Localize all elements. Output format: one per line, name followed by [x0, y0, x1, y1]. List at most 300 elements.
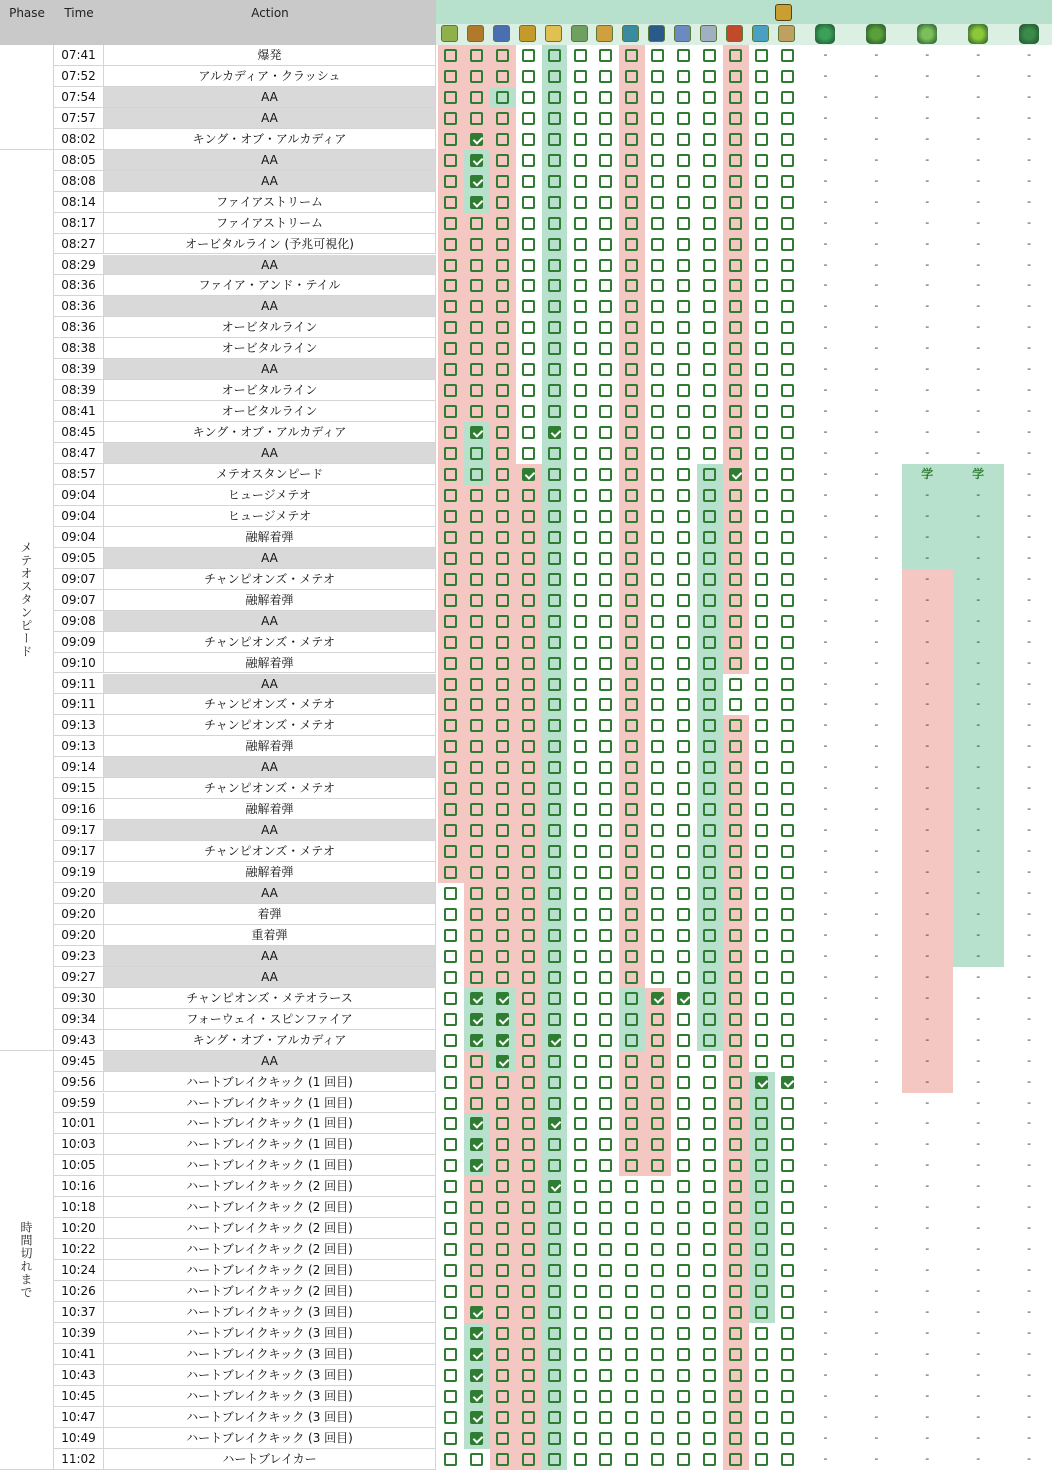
checkbox[interactable]: [677, 1097, 690, 1110]
checkbox[interactable]: [625, 363, 638, 376]
checkbox[interactable]: [496, 971, 509, 984]
checkbox[interactable]: [444, 615, 457, 628]
checkbox[interactable]: [677, 70, 690, 83]
checkbox[interactable]: [729, 950, 742, 963]
checkbox[interactable]: [755, 510, 768, 523]
checkbox[interactable]: [677, 1138, 690, 1151]
checkbox[interactable]: [625, 678, 638, 691]
checkbox[interactable]: [522, 1243, 535, 1256]
checkbox[interactable]: [677, 719, 690, 732]
checkbox[interactable]: [677, 1117, 690, 1130]
checkbox[interactable]: [651, 866, 664, 879]
checkbox[interactable]: [729, 1348, 742, 1361]
checkbox[interactable]: [574, 740, 587, 753]
checkbox[interactable]: [703, 1201, 716, 1214]
checkbox[interactable]: [781, 866, 794, 879]
checkbox[interactable]: [651, 91, 664, 104]
checkbox[interactable]: [548, 678, 561, 691]
checkbox[interactable]: [703, 1327, 716, 1340]
checkbox[interactable]: [729, 112, 742, 125]
checkbox[interactable]: [625, 1117, 638, 1130]
checkbox[interactable]: [470, 845, 483, 858]
checkbox[interactable]: [651, 1180, 664, 1193]
checkbox[interactable]: [703, 1097, 716, 1110]
checkbox[interactable]: [755, 1117, 768, 1130]
checkbox[interactable]: [651, 845, 664, 858]
checkbox[interactable]: [677, 950, 690, 963]
checkbox[interactable]: [574, 1369, 587, 1382]
checkbox[interactable]: [574, 384, 587, 397]
checkbox[interactable]: [599, 929, 612, 942]
checkbox[interactable]: [703, 1180, 716, 1193]
checkbox[interactable]: [470, 657, 483, 670]
checkbox[interactable]: [599, 133, 612, 146]
checkbox[interactable]: [599, 49, 612, 62]
checkbox[interactable]: [548, 468, 561, 481]
checkbox[interactable]: [677, 1390, 690, 1403]
checkbox[interactable]: [625, 1306, 638, 1319]
checkbox[interactable]: [703, 1034, 716, 1047]
checkbox[interactable]: [574, 1222, 587, 1235]
checkbox[interactable]: [703, 1243, 716, 1256]
checkbox[interactable]: [781, 49, 794, 62]
checkbox[interactable]: [574, 594, 587, 607]
checkbox[interactable]: [599, 1117, 612, 1130]
checkbox[interactable]: [470, 740, 483, 753]
checkbox[interactable]: [677, 594, 690, 607]
checkbox[interactable]: [729, 1369, 742, 1382]
checkbox[interactable]: [548, 1013, 561, 1026]
checkbox[interactable]: [625, 1453, 638, 1466]
checkbox[interactable]: [781, 950, 794, 963]
checkbox[interactable]: [574, 300, 587, 313]
checkbox[interactable]: [755, 447, 768, 460]
checkbox[interactable]: [703, 740, 716, 753]
checkbox[interactable]: [729, 636, 742, 649]
checkbox[interactable]: [522, 1264, 535, 1277]
checkbox[interactable]: [574, 531, 587, 544]
checkbox[interactable]: [496, 887, 509, 900]
checkbox[interactable]: [522, 1138, 535, 1151]
checkbox[interactable]: [444, 112, 457, 125]
checkbox[interactable]: [470, 1453, 483, 1466]
checkbox[interactable]: [444, 279, 457, 292]
checkbox[interactable]: [729, 217, 742, 230]
checked-checkbox[interactable]: [470, 154, 483, 167]
checkbox[interactable]: [729, 1411, 742, 1424]
checkbox[interactable]: [625, 636, 638, 649]
checkbox[interactable]: [651, 971, 664, 984]
checkbox[interactable]: [781, 510, 794, 523]
checkbox[interactable]: [574, 91, 587, 104]
checkbox[interactable]: [729, 1306, 742, 1319]
checkbox[interactable]: [729, 1432, 742, 1445]
checkbox[interactable]: [522, 1180, 535, 1193]
checkbox[interactable]: [729, 971, 742, 984]
checkbox[interactable]: [729, 740, 742, 753]
checkbox[interactable]: [755, 342, 768, 355]
checkbox[interactable]: [444, 824, 457, 837]
checkbox[interactable]: [703, 929, 716, 942]
checkbox[interactable]: [522, 678, 535, 691]
checkbox[interactable]: [755, 594, 768, 607]
checkbox[interactable]: [651, 531, 664, 544]
checkbox[interactable]: [444, 468, 457, 481]
checkbox[interactable]: [548, 573, 561, 586]
checkbox[interactable]: [444, 1390, 457, 1403]
checkbox[interactable]: [574, 426, 587, 439]
checkbox[interactable]: [651, 363, 664, 376]
checkbox[interactable]: [625, 1222, 638, 1235]
checkbox[interactable]: [625, 803, 638, 816]
checkbox[interactable]: [755, 552, 768, 565]
checkbox[interactable]: [729, 175, 742, 188]
checkbox[interactable]: [548, 1138, 561, 1151]
checkbox[interactable]: [496, 217, 509, 230]
checkbox[interactable]: [444, 300, 457, 313]
checkbox[interactable]: [522, 531, 535, 544]
checkbox[interactable]: [574, 510, 587, 523]
checkbox[interactable]: [522, 489, 535, 502]
checkbox[interactable]: [781, 196, 794, 209]
checkbox[interactable]: [625, 1327, 638, 1340]
checkbox[interactable]: [444, 91, 457, 104]
checkbox[interactable]: [574, 342, 587, 355]
checkbox[interactable]: [677, 887, 690, 900]
checkbox[interactable]: [651, 1055, 664, 1068]
checkbox[interactable]: [651, 196, 664, 209]
checkbox[interactable]: [703, 657, 716, 670]
checkbox[interactable]: [703, 761, 716, 774]
checkbox[interactable]: [781, 447, 794, 460]
checkbox[interactable]: [522, 573, 535, 586]
checkbox[interactable]: [444, 719, 457, 732]
checkbox[interactable]: [574, 1243, 587, 1256]
checkbox[interactable]: [496, 300, 509, 313]
checkbox[interactable]: [522, 950, 535, 963]
checkbox[interactable]: [470, 552, 483, 565]
checkbox[interactable]: [755, 824, 768, 837]
checked-checkbox[interactable]: [470, 1034, 483, 1047]
checkbox[interactable]: [625, 845, 638, 858]
checkbox[interactable]: [625, 950, 638, 963]
checkbox[interactable]: [599, 154, 612, 167]
checkbox[interactable]: [496, 929, 509, 942]
checkbox[interactable]: [496, 1306, 509, 1319]
checkbox[interactable]: [444, 698, 457, 711]
checkbox[interactable]: [574, 468, 587, 481]
checkbox[interactable]: [522, 1055, 535, 1068]
checkbox[interactable]: [781, 1306, 794, 1319]
checkbox[interactable]: [755, 217, 768, 230]
checkbox[interactable]: [781, 468, 794, 481]
checkbox[interactable]: [677, 1453, 690, 1466]
checkbox[interactable]: [599, 573, 612, 586]
checkbox[interactable]: [444, 321, 457, 334]
checkbox[interactable]: [444, 552, 457, 565]
checkbox[interactable]: [496, 698, 509, 711]
checkbox[interactable]: [496, 1076, 509, 1089]
checkbox[interactable]: [781, 1243, 794, 1256]
checkbox[interactable]: [651, 1013, 664, 1026]
checkbox[interactable]: [574, 154, 587, 167]
checkbox[interactable]: [522, 866, 535, 879]
checkbox[interactable]: [599, 845, 612, 858]
checkbox[interactable]: [522, 279, 535, 292]
checkbox[interactable]: [651, 1222, 664, 1235]
checkbox[interactable]: [651, 929, 664, 942]
checkbox[interactable]: [781, 70, 794, 83]
checkbox[interactable]: [574, 719, 587, 732]
checkbox[interactable]: [599, 238, 612, 251]
checkbox[interactable]: [548, 112, 561, 125]
checkbox[interactable]: [599, 1222, 612, 1235]
checkbox[interactable]: [522, 636, 535, 649]
checkbox[interactable]: [548, 552, 561, 565]
checkbox[interactable]: [599, 175, 612, 188]
checkbox[interactable]: [625, 468, 638, 481]
checkbox[interactable]: [677, 279, 690, 292]
checkbox[interactable]: [781, 887, 794, 900]
checkbox[interactable]: [522, 1097, 535, 1110]
checkbox[interactable]: [599, 447, 612, 460]
checked-checkbox[interactable]: [470, 1390, 483, 1403]
checkbox[interactable]: [677, 300, 690, 313]
checkbox[interactable]: [651, 175, 664, 188]
checkbox[interactable]: [729, 887, 742, 900]
checkbox[interactable]: [677, 866, 690, 879]
checkbox[interactable]: [677, 971, 690, 984]
checkbox[interactable]: [651, 761, 664, 774]
checkbox[interactable]: [651, 384, 664, 397]
checkbox[interactable]: [755, 887, 768, 900]
checkbox[interactable]: [470, 112, 483, 125]
checkbox[interactable]: [574, 1076, 587, 1089]
checkbox[interactable]: [729, 1285, 742, 1298]
checkbox[interactable]: [470, 719, 483, 732]
checkbox[interactable]: [599, 1432, 612, 1445]
checkbox[interactable]: [470, 238, 483, 251]
checkbox[interactable]: [625, 70, 638, 83]
checkbox[interactable]: [755, 657, 768, 670]
checkbox[interactable]: [444, 342, 457, 355]
checkbox[interactable]: [522, 1222, 535, 1235]
checkbox[interactable]: [625, 1432, 638, 1445]
checkbox[interactable]: [599, 950, 612, 963]
checkbox[interactable]: [496, 1432, 509, 1445]
checkbox[interactable]: [729, 657, 742, 670]
checkbox[interactable]: [548, 1055, 561, 1068]
checkbox[interactable]: [677, 363, 690, 376]
checkbox[interactable]: [599, 782, 612, 795]
checkbox[interactable]: [781, 971, 794, 984]
checkbox[interactable]: [651, 698, 664, 711]
checkbox[interactable]: [651, 1076, 664, 1089]
checkbox[interactable]: [755, 615, 768, 628]
checked-checkbox[interactable]: [470, 1013, 483, 1026]
checkbox[interactable]: [548, 1306, 561, 1319]
checkbox[interactable]: [496, 740, 509, 753]
checkbox[interactable]: [703, 70, 716, 83]
checkbox[interactable]: [677, 238, 690, 251]
checkbox[interactable]: [444, 992, 457, 1005]
checkbox[interactable]: [625, 342, 638, 355]
checkbox[interactable]: [574, 950, 587, 963]
checkbox[interactable]: [522, 824, 535, 837]
checkbox[interactable]: [574, 971, 587, 984]
checkbox[interactable]: [574, 573, 587, 586]
checkbox[interactable]: [548, 447, 561, 460]
checkbox[interactable]: [755, 1306, 768, 1319]
checkbox[interactable]: [548, 782, 561, 795]
checkbox[interactable]: [755, 489, 768, 502]
checkbox[interactable]: [444, 1348, 457, 1361]
checkbox[interactable]: [496, 1159, 509, 1172]
checkbox[interactable]: [548, 908, 561, 921]
checkbox[interactable]: [625, 573, 638, 586]
checkbox[interactable]: [703, 154, 716, 167]
checkbox[interactable]: [703, 217, 716, 230]
checkbox[interactable]: [548, 342, 561, 355]
checkbox[interactable]: [625, 196, 638, 209]
checkbox[interactable]: [522, 342, 535, 355]
checkbox[interactable]: [677, 1243, 690, 1256]
checkbox[interactable]: [599, 1138, 612, 1151]
checkbox[interactable]: [548, 615, 561, 628]
checkbox[interactable]: [574, 929, 587, 942]
checkbox[interactable]: [729, 1076, 742, 1089]
checkbox[interactable]: [522, 1369, 535, 1382]
checkbox[interactable]: [496, 1243, 509, 1256]
checkbox[interactable]: [599, 1348, 612, 1361]
checkbox[interactable]: [599, 1306, 612, 1319]
checkbox[interactable]: [574, 698, 587, 711]
checkbox[interactable]: [496, 363, 509, 376]
checkbox[interactable]: [755, 259, 768, 272]
checkbox[interactable]: [444, 154, 457, 167]
checkbox[interactable]: [677, 1222, 690, 1235]
checkbox[interactable]: [625, 866, 638, 879]
checkbox[interactable]: [444, 1264, 457, 1277]
checkbox[interactable]: [625, 1034, 638, 1047]
checkbox[interactable]: [599, 657, 612, 670]
checkbox[interactable]: [574, 761, 587, 774]
checkbox[interactable]: [703, 1348, 716, 1361]
checkbox[interactable]: [470, 594, 483, 607]
checkbox[interactable]: [599, 887, 612, 900]
checkbox[interactable]: [677, 259, 690, 272]
checkbox[interactable]: [470, 929, 483, 942]
checkbox[interactable]: [781, 217, 794, 230]
checkbox[interactable]: [444, 1180, 457, 1193]
checkbox[interactable]: [548, 866, 561, 879]
checkbox[interactable]: [599, 510, 612, 523]
checkbox[interactable]: [548, 175, 561, 188]
checkbox[interactable]: [522, 657, 535, 670]
checkbox[interactable]: [729, 384, 742, 397]
checkbox[interactable]: [703, 950, 716, 963]
checkbox[interactable]: [729, 908, 742, 921]
checkbox[interactable]: [755, 175, 768, 188]
checkbox[interactable]: [703, 1306, 716, 1319]
checkbox[interactable]: [496, 468, 509, 481]
checked-checkbox[interactable]: [470, 175, 483, 188]
checkbox[interactable]: [703, 1013, 716, 1026]
checkbox[interactable]: [496, 321, 509, 334]
checkbox[interactable]: [625, 1180, 638, 1193]
checkbox[interactable]: [548, 238, 561, 251]
checkbox[interactable]: [548, 636, 561, 649]
checkbox[interactable]: [781, 1201, 794, 1214]
checkbox[interactable]: [496, 1390, 509, 1403]
checkbox[interactable]: [781, 531, 794, 544]
checkbox[interactable]: [781, 112, 794, 125]
checkbox[interactable]: [496, 384, 509, 397]
checkbox[interactable]: [781, 992, 794, 1005]
checkbox[interactable]: [729, 321, 742, 334]
checkbox[interactable]: [625, 405, 638, 418]
checkbox[interactable]: [574, 321, 587, 334]
checkbox[interactable]: [548, 950, 561, 963]
checkbox[interactable]: [703, 1117, 716, 1130]
checkbox[interactable]: [574, 866, 587, 879]
checkbox[interactable]: [496, 1264, 509, 1277]
checkbox[interactable]: [651, 447, 664, 460]
checkbox[interactable]: [522, 321, 535, 334]
checked-checkbox[interactable]: [470, 1327, 483, 1340]
checkbox[interactable]: [625, 1159, 638, 1172]
checkbox[interactable]: [703, 112, 716, 125]
checkbox[interactable]: [625, 447, 638, 460]
checkbox[interactable]: [625, 1285, 638, 1298]
checkbox[interactable]: [755, 70, 768, 83]
checkbox[interactable]: [677, 112, 690, 125]
checkbox[interactable]: [574, 133, 587, 146]
checkbox[interactable]: [625, 908, 638, 921]
checkbox[interactable]: [703, 405, 716, 418]
checkbox[interactable]: [548, 154, 561, 167]
checkbox[interactable]: [470, 782, 483, 795]
checkbox[interactable]: [574, 175, 587, 188]
checkbox[interactable]: [729, 1243, 742, 1256]
checkbox[interactable]: [703, 615, 716, 628]
checkbox[interactable]: [651, 636, 664, 649]
checkbox[interactable]: [496, 1117, 509, 1130]
checkbox[interactable]: [729, 363, 742, 376]
checkbox[interactable]: [677, 342, 690, 355]
checkbox[interactable]: [548, 405, 561, 418]
checkbox[interactable]: [444, 133, 457, 146]
checked-checkbox[interactable]: [470, 992, 483, 1005]
checkbox[interactable]: [444, 1432, 457, 1445]
checkbox[interactable]: [496, 259, 509, 272]
checkbox[interactable]: [496, 573, 509, 586]
checkbox[interactable]: [522, 259, 535, 272]
checkbox[interactable]: [625, 426, 638, 439]
checkbox[interactable]: [548, 594, 561, 607]
checkbox[interactable]: [677, 1180, 690, 1193]
checkbox[interactable]: [755, 740, 768, 753]
checkbox[interactable]: [651, 405, 664, 418]
checked-checkbox[interactable]: [677, 992, 690, 1005]
checkbox[interactable]: [703, 49, 716, 62]
checkbox[interactable]: [522, 594, 535, 607]
checkbox[interactable]: [522, 405, 535, 418]
checkbox[interactable]: [574, 992, 587, 1005]
checkbox[interactable]: [781, 1159, 794, 1172]
checkbox[interactable]: [444, 678, 457, 691]
checkbox[interactable]: [703, 259, 716, 272]
